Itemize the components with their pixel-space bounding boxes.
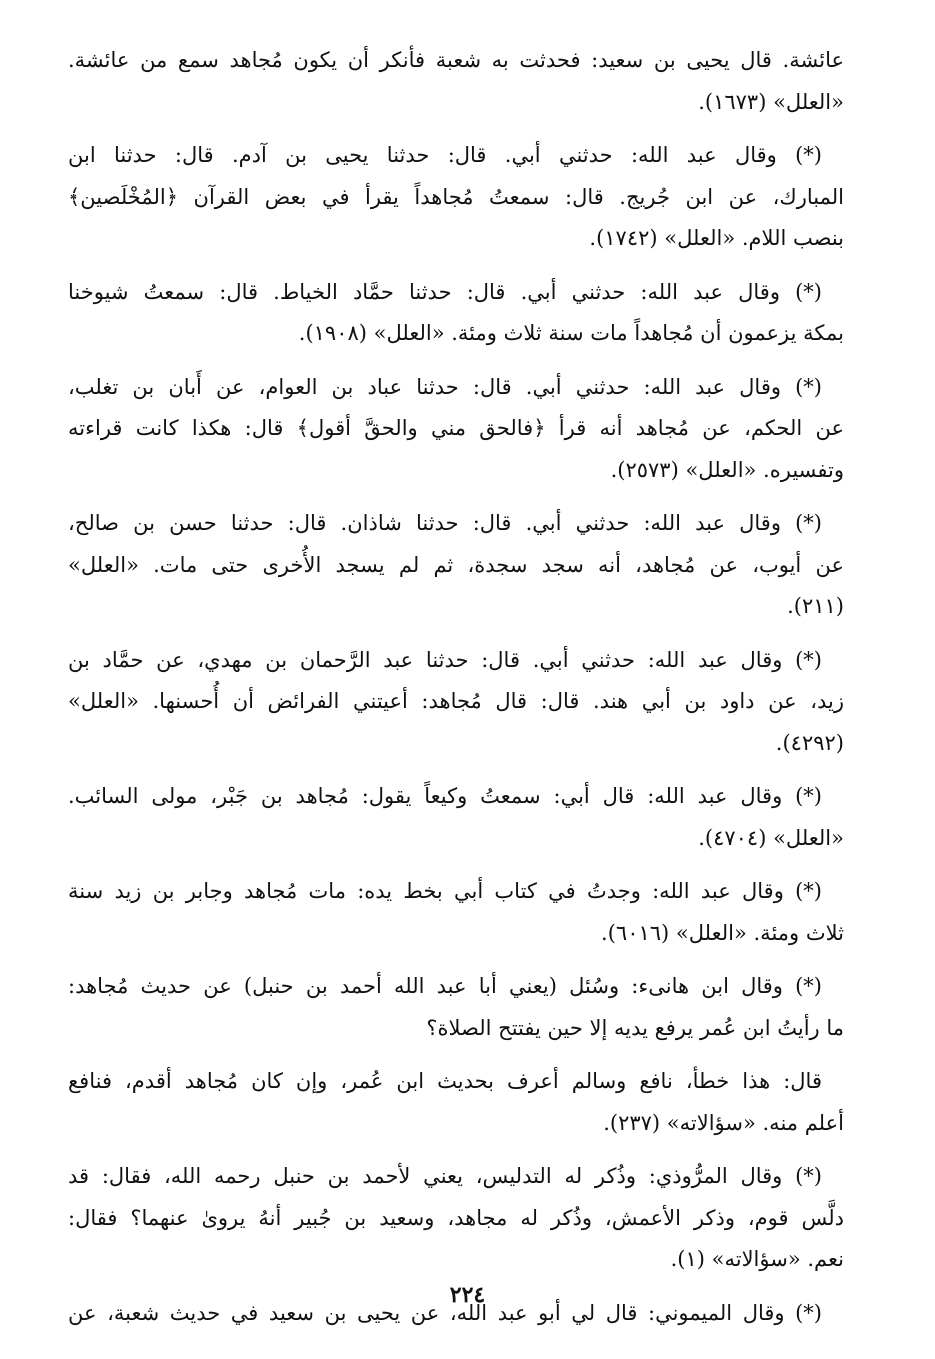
text-line: (*) وقال الميموني: قال لي أبو عبد الله، عن يحيى بن سعيد في حديث شعبة، عن (68, 1300, 822, 1325)
paragraph-father-handwriting (68, 871, 844, 954)
paragraph-waki (68, 776, 844, 859)
text-line: عائشة. قال يحيى بن سعيد: فحدثت به شعبة فأنكر أن يكون مُجاهد سمع من عائشة. (68, 48, 844, 72)
text-line: ثلاث ومئة. «العلل» (٦٠١٦). (601, 920, 844, 945)
text-line: عن الحكم، عن مُجاهد أنه قرأ ﴿فالحق مني والحقَّ أقول﴾ قال: هكذا كانت قراءته (68, 416, 844, 440)
text-line: «العلل» (٤٧٠٤). (698, 825, 844, 850)
paragraph-marrudhi (68, 1156, 844, 1281)
text-line: (٢١١). (787, 594, 844, 618)
text-line: وتفسيره. «العلل» (٢٥٧٣). (610, 457, 844, 482)
text-line: ما رأيتُ ابن عُمر يرفع يديه إلا حين يفتتح الصلاة؟ (426, 1015, 844, 1040)
text-line: دلَّس قوم، وذكر الأعمش، وذُكر له مجاهد، وسعيد بن جُبير أنهُ يروىٰ عنهما؟ فقال: (68, 1205, 844, 1230)
text-line: أعلم منه. «سؤالاته» (٢٣٧). (603, 1110, 844, 1135)
text-line: (*) وقال عبد الله: حدثني أبي. قال: حدثنا شاذان. قال: حدثنا حسن بن صالح، (68, 511, 822, 535)
text-line: بنصب اللام. «العلل» (١٧٤٢). (589, 226, 844, 250)
text-line: بمكة يزعمون أن مُجاهداً مات سنة ثلاث ومئة. «العلل» (١٩٠٨). (298, 321, 844, 345)
text-line: «العلل» (١٦٧٣). (698, 89, 844, 114)
text-line: زيد، عن داود بن أبي هند. قال: قال مُجاهد: أعيتني الفرائض أن أُحسنها. «العلل» (68, 689, 844, 713)
paragraph-abbad (68, 367, 844, 492)
paragraph-answer (68, 1061, 844, 1144)
paragraph-hammad-khayyat (68, 272, 844, 355)
text-line: عن أيوب، عن مُجاهد، أنه سجد سجدة، ثم لم يسجد الأُخرى حتى مات. «العلل» (68, 552, 844, 577)
text-line: المبارك، عن ابن جُريج. قال: سمعتُ مُجاهداً يقرأ في بعض القرآن ﴿المُخْلَصين﴾ (68, 184, 844, 209)
text-line: (*) وقال عبد الله: وجدتُ في كتاب أبي بخط يده: مات مُجاهد وجابر بن زيد سنة (68, 879, 822, 903)
text-line: (*) وقال عبد الله: حدثني أبي. قال: حدثنا عباد بن العوام، عن أَبان بن تغلب، (68, 374, 822, 399)
paragraph-shadhan (68, 503, 844, 628)
paragraph-aisha (68, 40, 844, 123)
text-line: قال: هذا خطأ، نافع وسالم أعرف بحديث ابن عُمر، وإن كان مُجاهد أقدم، فنافع (68, 1069, 822, 1093)
text-line: نعم. «سؤالاته» (١). (670, 1247, 844, 1271)
text-line: (*) وقال المرُّوذي: وذُكر له التدليس، يعني لأحمد بن حنبل رحمه الله، فقال: قد (68, 1164, 822, 1188)
text-line: (*) وقال عبد الله: حدثني أبي. قال: حدثنا يحيى بن آدم. قال: حدثنا ابن (68, 143, 823, 167)
paragraph-ibn-mahdi (68, 640, 844, 765)
text-line: (*) وقال عبد الله: قال أبي: سمعتُ وكيعاً يقول: مُجاهد بن جَبْر، مولى السائب. (68, 784, 822, 808)
page-number: ٢٢٤ (449, 1282, 486, 1308)
text-line: (٤٢٩٢). (775, 730, 844, 755)
page-body (68, 40, 844, 1334)
paragraph-ibn-hani (68, 966, 844, 1049)
text-line: (*) وقال ابن هانىء: وسُئل (يعني أبا عبد الله أحمد بن حنبل) عن حديث مُجاهد: (68, 974, 822, 998)
text-line: (*) وقال عبد الله: حدثني أبي. قال: حدثنا حمَّاد الخياط. قال: سمعتُ شيوخنا (68, 279, 822, 304)
text-line: (*) وقال عبد الله: حدثني أبي. قال: حدثنا عبد الرَّحمان بن مهدي، عن حمَّاد بن (68, 647, 822, 672)
paragraph-ibn-jurayj (68, 135, 844, 260)
